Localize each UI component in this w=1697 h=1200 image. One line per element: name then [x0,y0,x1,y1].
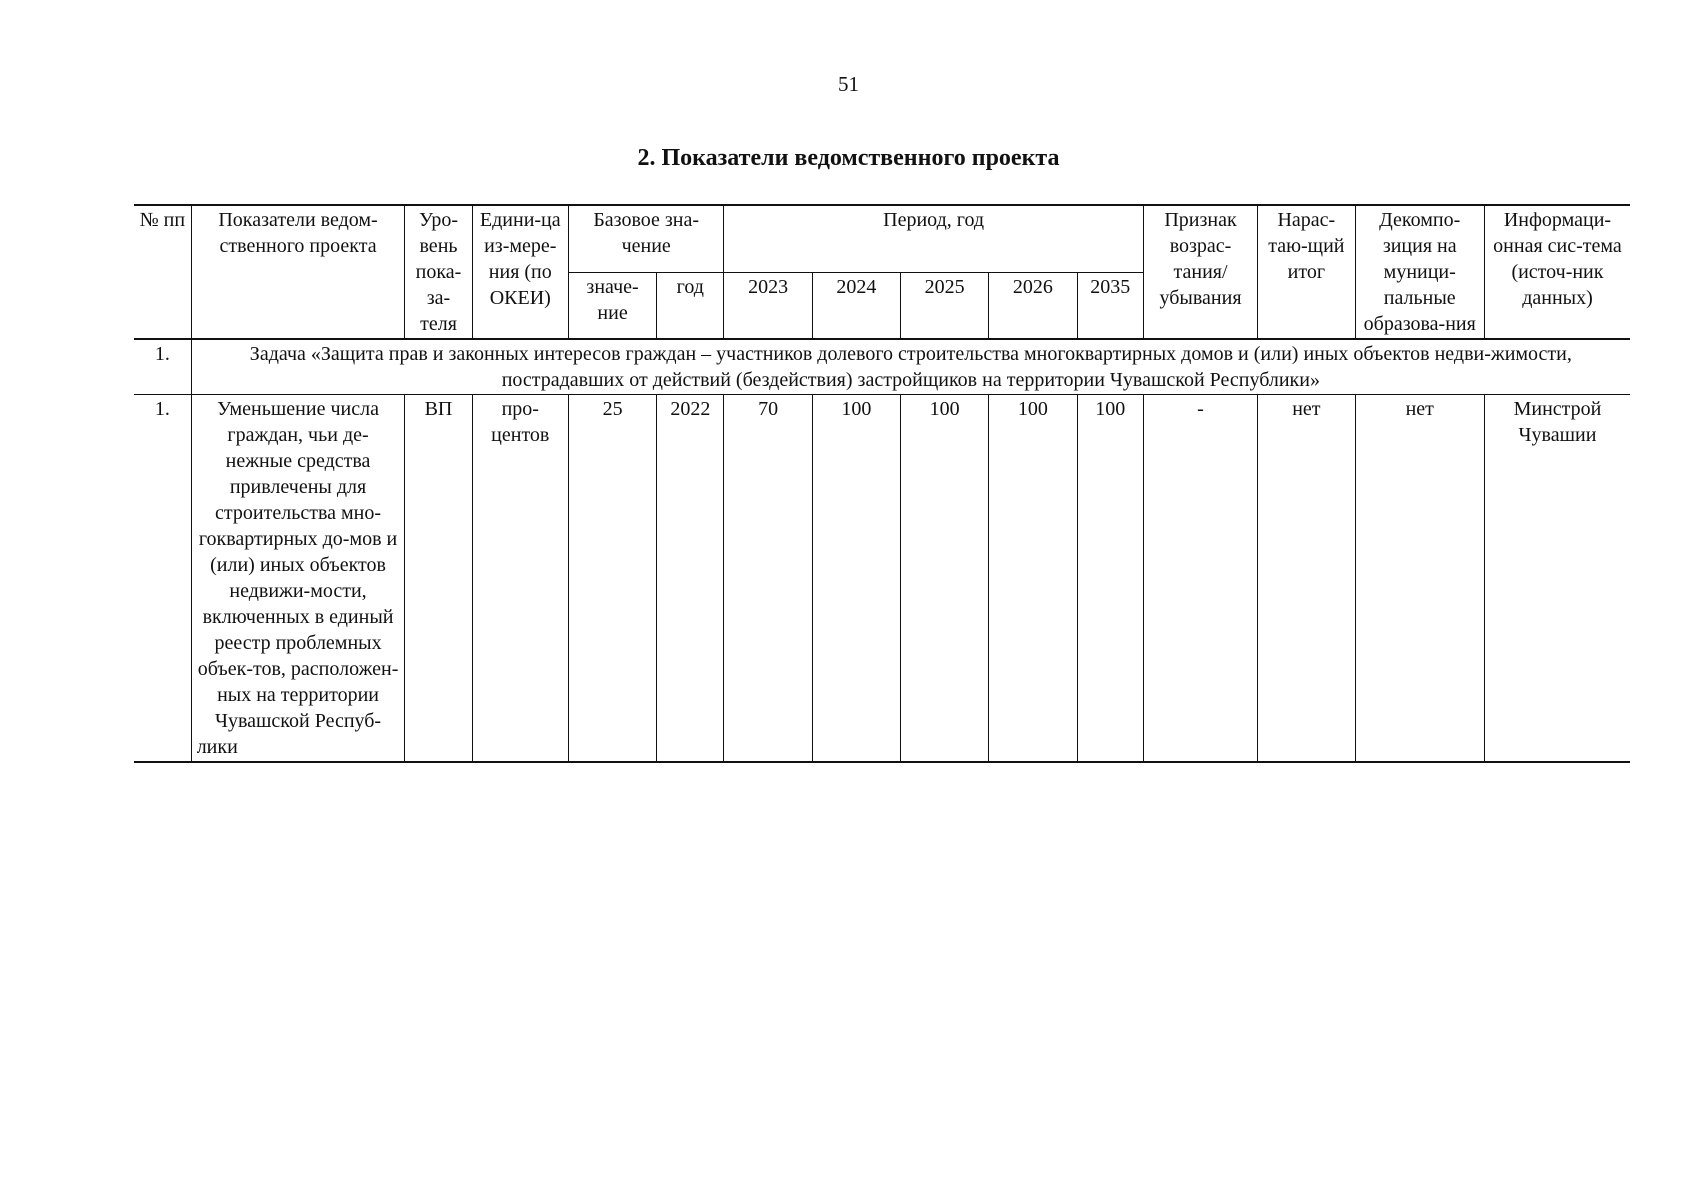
header-year: 2026 [989,272,1077,339]
row-value-2024: 100 [812,395,900,763]
header-year: 2024 [812,272,900,339]
header-base-value-group: Базовое зна-чение [568,205,724,272]
header-year: 2035 [1077,272,1143,339]
header-info-system: Информаци-онная сис-тема (источ-ник данных) [1484,205,1630,339]
header-cumulative: Нарас-таю-щий итог [1258,205,1355,339]
row-info-system: Минстрой Чувашии [1484,395,1630,763]
row-value-2035: 100 [1077,395,1143,763]
page-title: 2. Показатели ведомственного проекта [637,145,1060,171]
row-decomposition: нет [1355,395,1484,763]
header-indicator: Показатели ведом-ственного проекта [191,205,405,339]
header-level: Уро-вень пока-за-теля [405,205,472,339]
header-year: 2023 [724,272,812,339]
header-trend: Признак возрас-тания/ убывания [1143,205,1257,339]
header-decomposition: Декомпо-зиция на муници-пальные образова-ния [1355,205,1484,339]
row-trend: - [1143,395,1257,763]
header-base-value: значе-ние [568,272,656,339]
row-base-year: 2022 [657,395,724,763]
page-number: 51 [838,72,859,96]
row-value-2023: 70 [724,395,812,763]
row-level: ВП [405,395,472,763]
header-year: 2025 [900,272,988,339]
header-base-year: год [657,272,724,339]
row-cumulative: нет [1258,395,1355,763]
task-num: 1. [134,339,191,395]
row-num: 1. [134,395,191,763]
header-unit: Едини-ца из-мере-ния (по ОКЕИ) [472,205,568,339]
row-value-2025: 100 [900,395,988,763]
task-row [134,339,1630,395]
header-row-1 [134,205,1630,272]
row-unit: про-центов [472,395,568,763]
row-base-value: 25 [568,395,656,763]
indicators-table [134,204,1630,763]
header-period-group: Период, год [724,205,1143,272]
task-text-content: Задача «Защита прав и законных интересов граждан – участников долевого строительства многоквартирных домов и (или) иных объектов недви-жимости, пострадавших от действий (бездействия) застройщиков на территории Чувашской Республики» [249,343,1572,391]
header-num: № пп [134,205,191,339]
task-text [191,339,1630,395]
row-indicator: Уменьшение числа граждан, чьи де-нежные средства привлечены для строительства мно-гоквартирных до-мов и (или) иных объектов недвижи-мости, включенных в единый реестр проблемных объек-тов, расположен-ных на территории Чувашской Респуб-лики [191,395,405,763]
row-value-2026: 100 [989,395,1077,763]
table-row [134,395,1630,763]
